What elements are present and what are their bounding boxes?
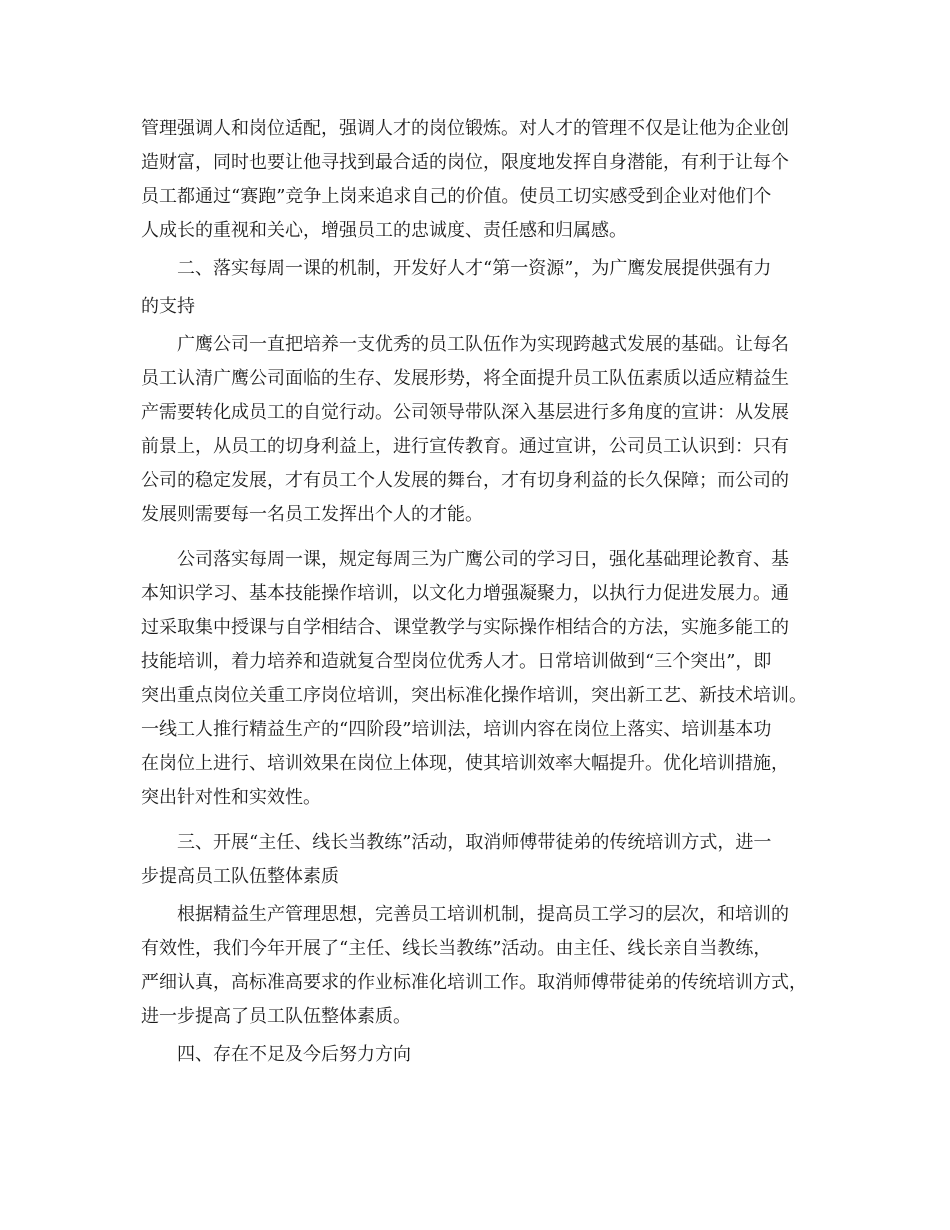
text-line: 突出重点岗位关重工序岗位培训，突出标准化操作培训，突出新工艺、新技术培训。 [141,685,807,706]
text-line: 在岗位上进行、培训效果在岗位上体现，使其培训效率大幅提升。优化培训措施， [141,753,789,774]
text-line: 产需要转化成员工的自觉行动。公司领导带队深入基层进行多角度的宣讲：从发展 [141,402,789,423]
text-line: 本知识学习、基本技能操作培训，以文化力增强凝聚力，以执行力促进发展力。通 [141,583,789,604]
section-heading-3: 三、开展“主任、线长当教练”活动，取消师傅带徒弟的传统培训方式，进一 [177,832,772,853]
text-line: 公司落实每周一课，规定每周三为广鹰公司的学习日，强化基础理论教育、基 [177,549,789,570]
text-line: 有效性，我们今年开展了“主任、线长当教练”活动。由主任、线长亲自当教练， [141,938,772,959]
section-heading-4: 四、存在不足及今后努力方向 [177,1044,411,1065]
section-heading-2-cont: 的支持 [141,296,195,317]
text-line: 突出针对性和实效性。 [141,787,321,808]
text-line: 员工都通过“赛跑”竞争上岗来追求自己的价值。使员工切实感受到企业对他们个 [141,186,772,207]
text-line: 过采取集中授课与自学相结合、课堂教学与实际操作相结合的方法，实施多能工的 [141,617,789,638]
text-line: 一线工人推行精益生产的“四阶段”培训法，培训内容在岗位上落实、培训基本功 [141,719,772,740]
text-line: 广鹰公司一直把培养一支优秀的员工队伍作为实现跨越式发展的基础。让每名 [177,334,789,355]
text-line: 造财富，同时也要让他寻找到最合适的岗位，限度地发挥自身潜能，有利于让每个 [141,152,789,173]
text-line: 技能培训，着力培养和造就复合型岗位优秀人才。日常培训做到“三个突出”，即 [141,651,772,672]
section-heading-3-cont: 步提高员工队伍整体素质 [141,866,339,887]
text-line: 前景上，从员工的切身利益上，进行宣传教育。通过宣讲，公司员工认识到：只有 [141,436,789,457]
section-heading-2: 二、落实每周一课的机制，开发好人才“第一资源”，为广鹰发展提供强有力 [177,258,772,279]
text-line: 发展则需要每一名员工发挥出个人的才能。 [141,504,483,525]
text-line: 管理强调人和岗位适配，强调人才的岗位锻炼。对人才的管理不仅是让他为企业创 [141,118,789,139]
text-line: 根据精益生产管理思想，完善员工培训机制，提高员工学习的层次，和培训的 [177,904,789,925]
text-line: 进一步提高了员工队伍整体素质。 [141,1006,411,1027]
text-line: 严细认真，高标准高要求的作业标准化培训工作。取消师傅带徒弟的传统培训方式， [141,972,807,993]
text-line: 公司的稳定发展，才有员工个人发展的舞台，才有切身利益的长久保障；而公司的 [141,470,789,491]
text-line: 人成长的重视和关心，增强员工的忠诚度、责任感和归属感。 [141,220,627,241]
text-line: 员工认清广鹰公司面临的生存、发展形势，将全面提升员工队伍素质以适应精益生 [141,368,789,389]
